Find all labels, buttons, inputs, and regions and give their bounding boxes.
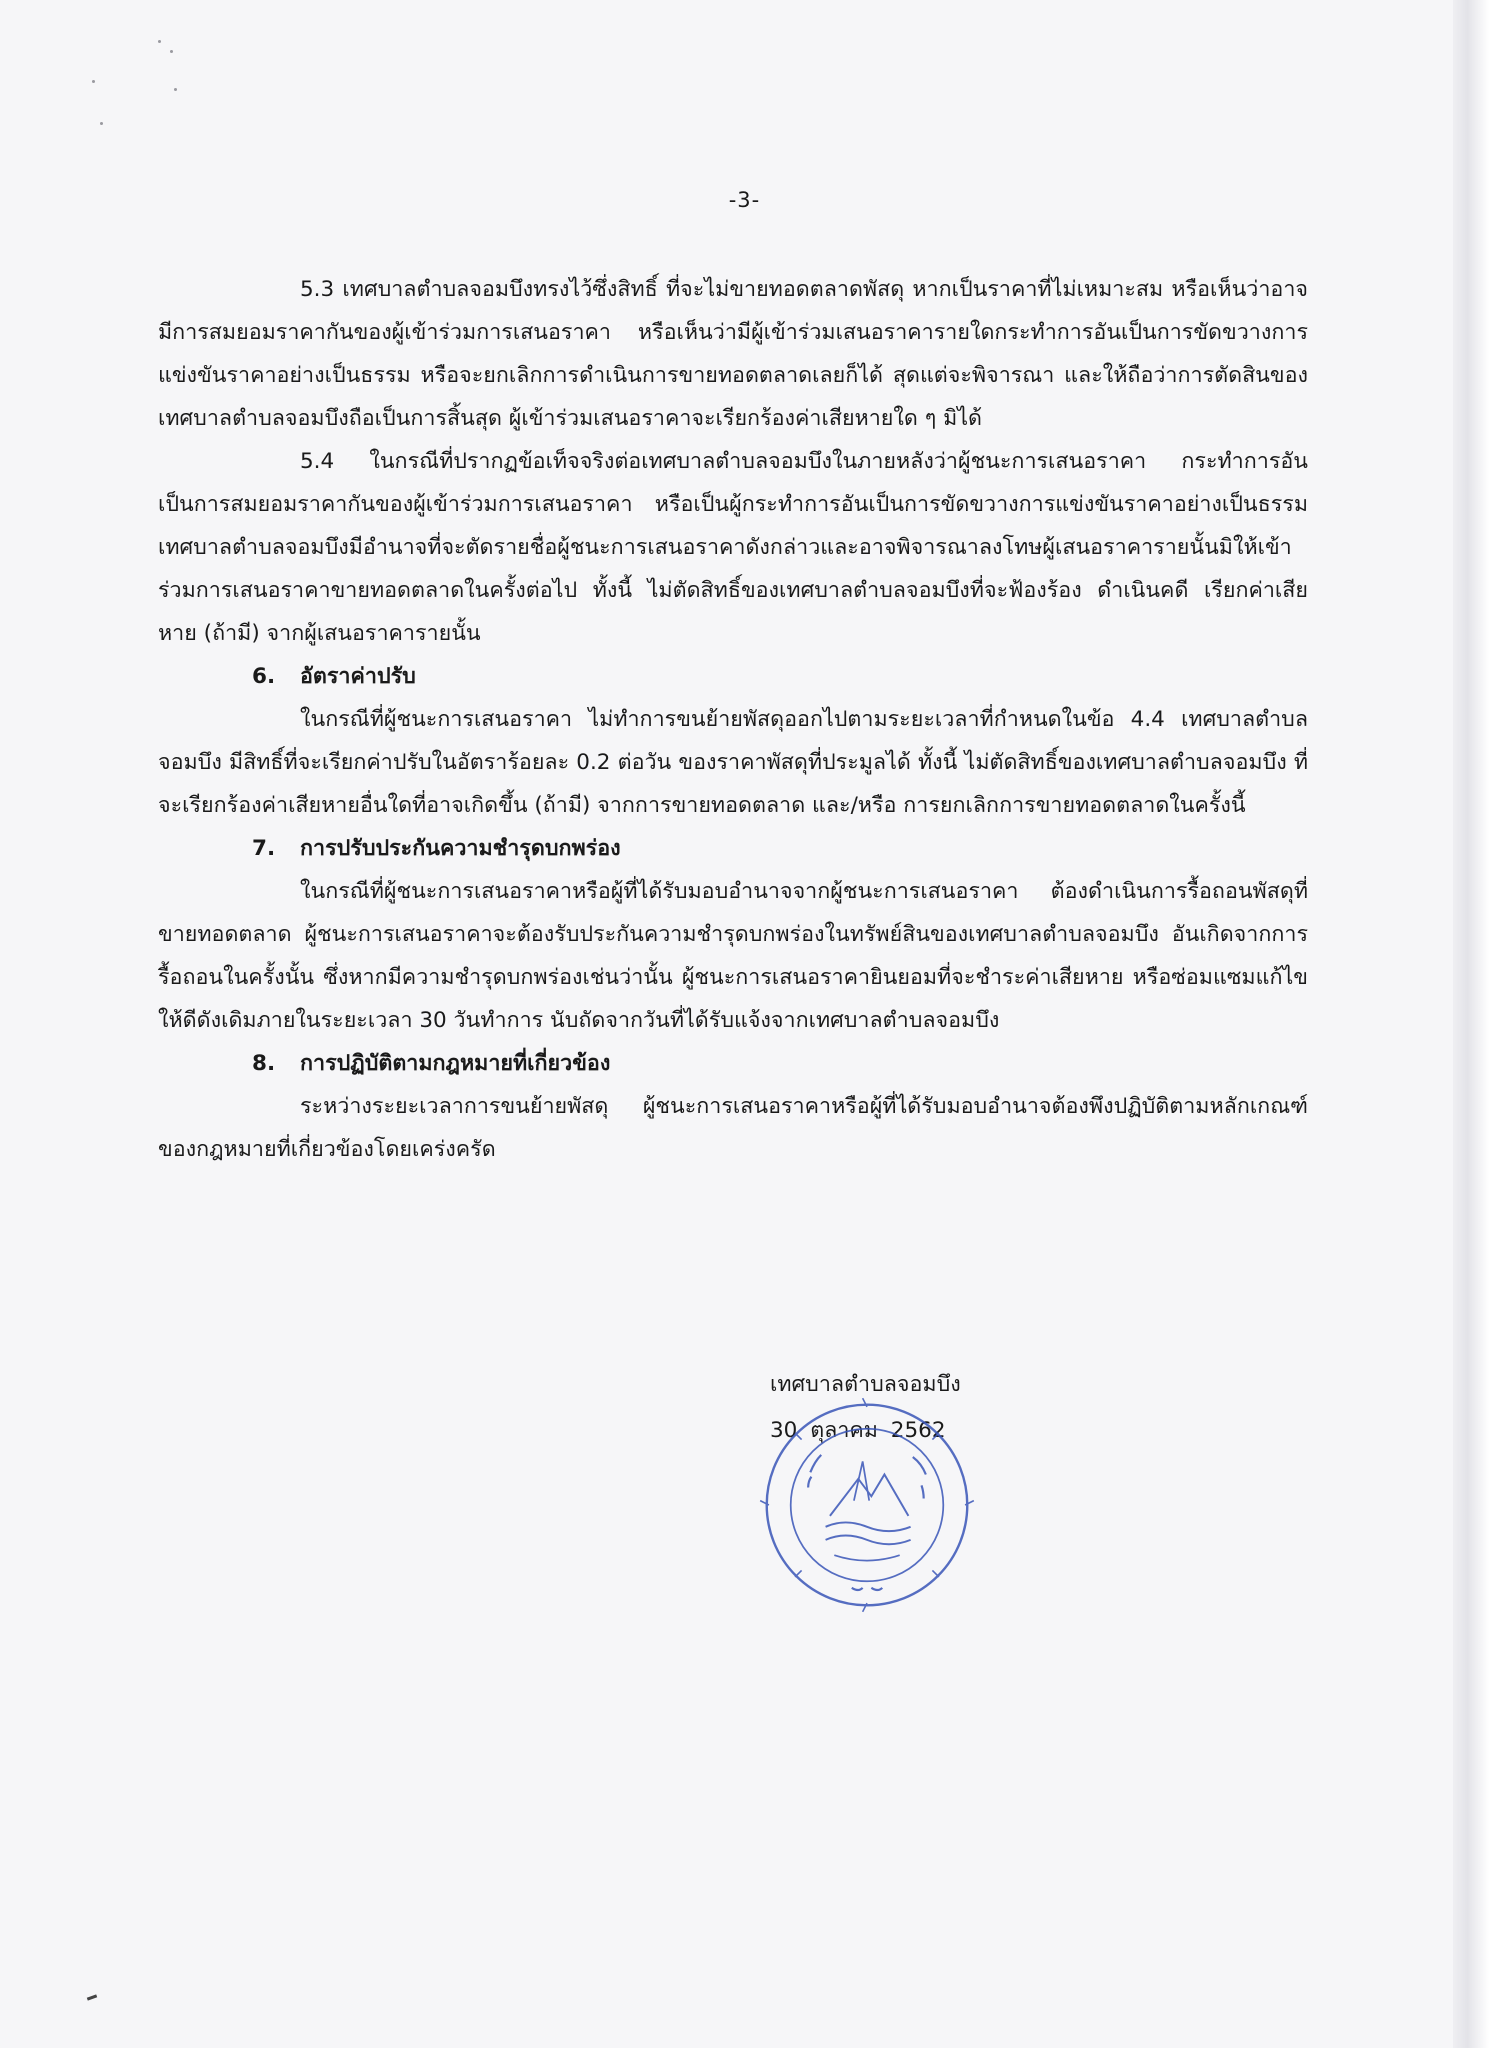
- page-edge: [1453, 0, 1489, 2048]
- section-number: 7.: [252, 836, 276, 861]
- section-title: การปรับประกันความชำรุดบกพร่อง: [300, 836, 621, 861]
- signature-date: 30 ตุลาคม 2562: [770, 1418, 946, 1443]
- scan-speck: [100, 122, 103, 125]
- section-heading: [158, 1042, 1308, 1085]
- official-seal-icon: [758, 1396, 976, 1614]
- body-paragraph: ในกรณีที่ผู้ชนะการเสนอราคา ไม่ทำการขนย้ายพัสดุออกไปตามระยะเวลาที่กำหนดในข้อ 4.4 เทศบาลตำบลจอมบึง มีสิทธิ์ที่จะเรียกค่าปรับในอัตราร้อยละ 0.2 ต่อวัน ของราคาพัสดุที่ประมูลได้ ทั้งนี้ ไม่ตัดสิทธิ์ของเทศบาลตำบลจอมบึง ที่จะเรียกร้องค่าเสียหายอื่นใดที่อาจเกิดขึ้น (ถ้ามี) จากการขายทอดตลาด และ/หรือ การยกเลิกการขายทอดตลาดในครั้งนี้: [158, 707, 1308, 818]
- body-paragraph: 5.3 เทศบาลตำบลจอมบึงทรงไว้ซึ่งสิทธิ์ ที่จะไม่ขายทอดตลาดพัสดุ หากเป็นราคาที่ไม่เหมาะสม หรือเห็นว่าอาจมีการสมยอมราคากันของผู้เข้าร่วมการเสนอราคา หรือเห็นว่ามีผู้เข้าร่วมเสนอราคารายใดกระทำการอันเป็นการขัดขวางการแข่งขันราคาอย่างเป็นธรรม หรือจะยกเลิกการดำเนินการขายทอดตลาดเลยก็ได้ สุดแต่จะพิจารณา และให้ถือว่าการตัดสินของเทศบาลตำบลจอมบึงถือเป็นการสิ้นสุด ผู้เข้าร่วมเสนอราคาจะเรียกร้องค่าเสียหายใด ๆ มิได้: [158, 277, 1308, 431]
- scan-speck: [92, 80, 95, 83]
- page-number: -3-: [728, 188, 761, 212]
- section-heading: [158, 655, 1308, 698]
- section-heading: [158, 827, 1308, 870]
- scan-speck: [158, 40, 161, 43]
- section-title: อัตราค่าปรับ: [300, 664, 416, 689]
- body-paragraph: 5.4 ในกรณีที่ปรากฏข้อเท็จจริงต่อเทศบาลตำบลจอมบึงในภายหลังว่าผู้ชนะการเสนอราคา กระทำการอันเป็นการสมยอมราคากันของผู้เข้าร่วมการเสนอราคา หรือเป็นผู้กระทำการอันเป็นการขัดขวางการแข่งขันราคาอย่างเป็นธรรม เทศบาลตำบลจอมบึงมีอำนาจที่จะตัดรายชื่อผู้ชนะการเสนอราคาดังกล่าวและอาจพิจารณาลงโทษผู้เสนอราคารายนั้นมิให้เข้าร่วมการเสนอราคาขายทอดตลาดในครั้งต่อไป ทั้งนี้ ไม่ตัดสิทธิ์ของเทศบาลตำบลจอมบึงที่จะฟ้องร้อง ดำเนินคดี เรียกค่าเสียหาย (ถ้ามี) จากผู้เสนอราคารายนั้น: [158, 449, 1308, 646]
- section-title: การปฏิบัติตามกฎหมายที่เกี่ยวข้อง: [300, 1051, 611, 1076]
- scan-speck: [174, 88, 177, 91]
- scan-speck: [170, 50, 173, 53]
- signature-organization: เทศบาลตำบลจอมบึง: [770, 1372, 961, 1397]
- body-paragraph: ระหว่างระยะเวลาการขนย้ายพัสดุ ผู้ชนะการเสนอราคาหรือผู้ที่ได้รับมอบอำนาจต้องพึงปฏิบัติตามหลักเกณฑ์ของกฎหมายที่เกี่ยวข้องโดยเคร่งครัด: [158, 1094, 1308, 1162]
- scan-mark: [87, 1994, 97, 2000]
- section-number: 6.: [252, 664, 276, 689]
- document-body: [158, 268, 1308, 1171]
- body-paragraph: ในกรณีที่ผู้ชนะการเสนอราคาหรือผู้ที่ได้รับมอบอำนาจจากผู้ชนะการเสนอราคา ต้องดำเนินการรื้อถอนพัสดุที่ขายทอดตลาด ผู้ชนะการเสนอราคาจะต้องรับประกันความชำรุดบกพร่องในทรัพย์สินของเทศบาลตำบลจอมบึง อันเกิดจากการรื้อถอนในครั้งนั้น ซึ่งหากมีความชำรุดบกพร่องเช่นว่านั้น ผู้ชนะการเสนอราคายินยอมที่จะชำระค่าเสียหาย หรือซ่อมแซมแก้ไขให้ดีดังเดิมภายในระยะเวลา 30 วันทำการ นับถัดจากวันที่ได้รับแจ้งจากเทศบาลตำบลจอมบึง: [158, 879, 1308, 1033]
- section-number: 8.: [252, 1051, 276, 1076]
